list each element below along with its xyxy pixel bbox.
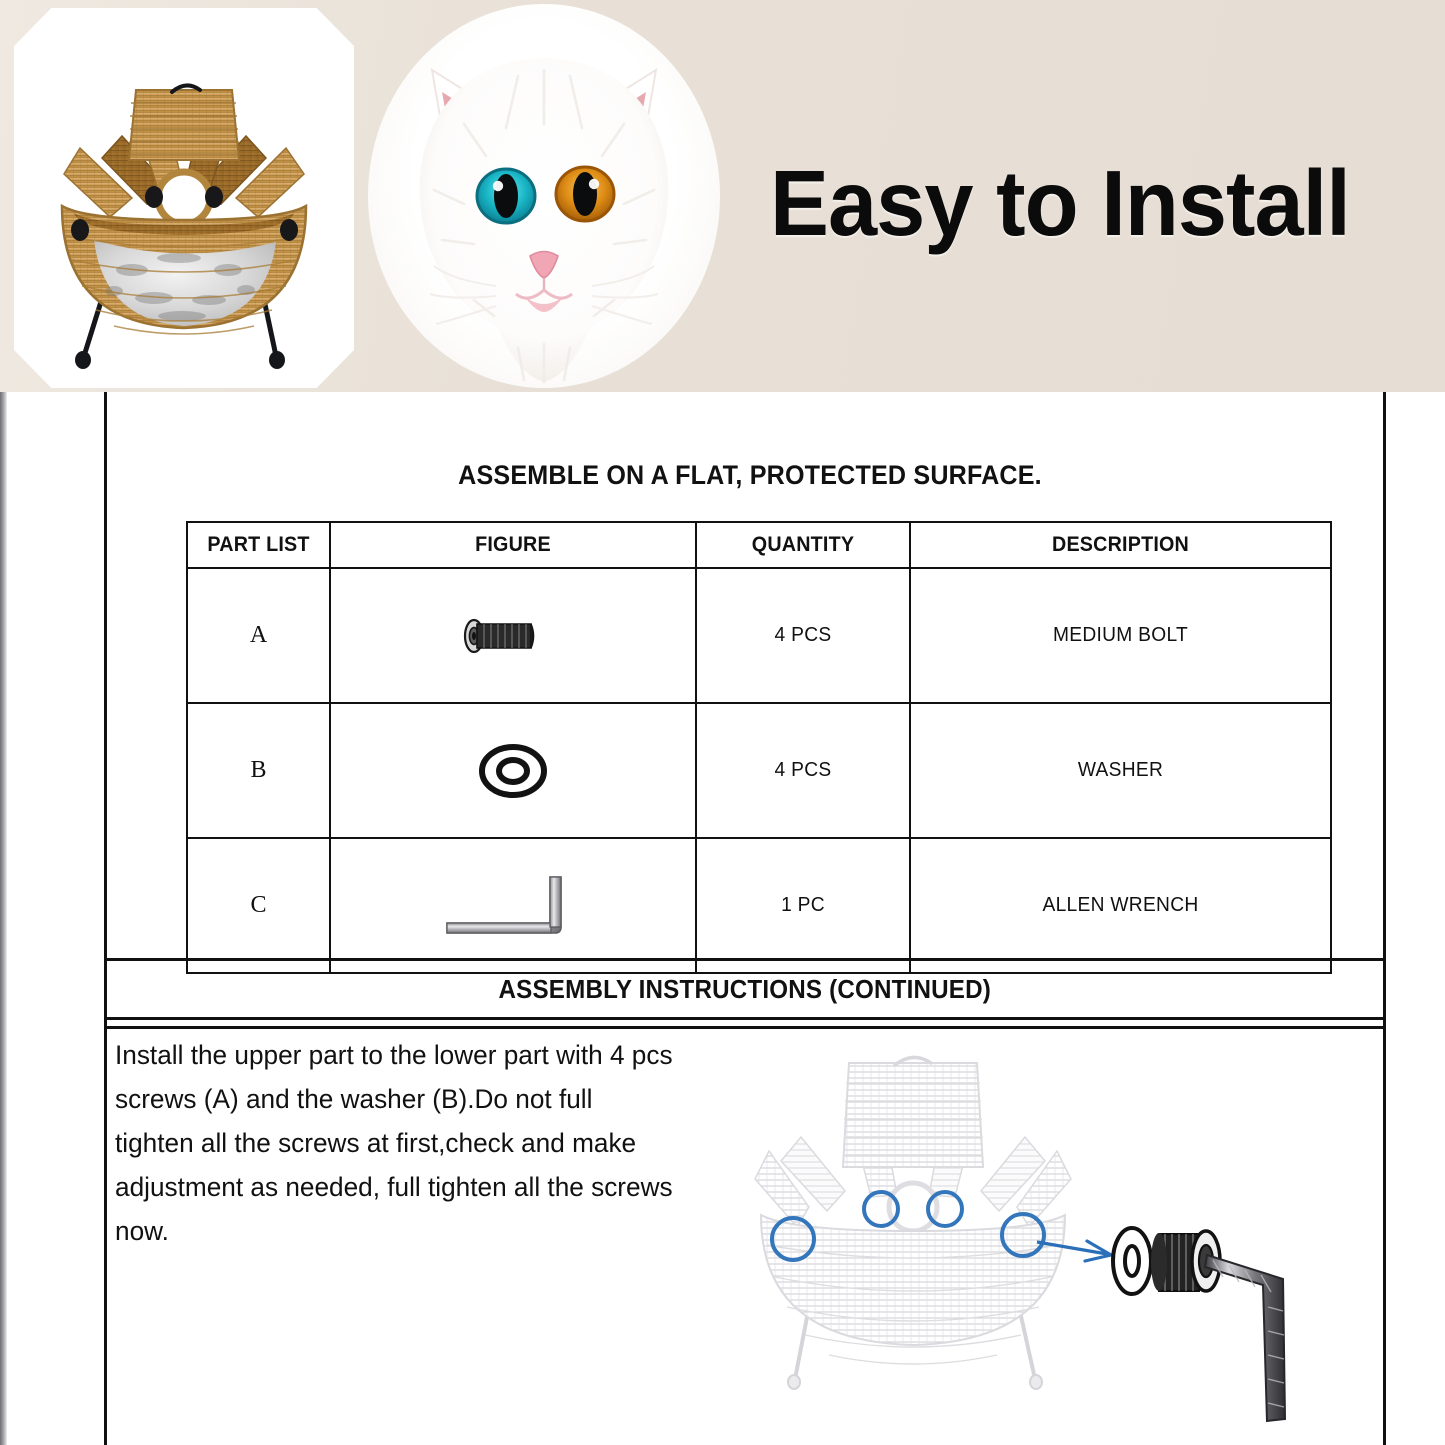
- table-header-row: [187, 522, 1331, 568]
- sheet-heading: ASSEMBLE ON A FLAT, PROTECTED SURFACE.: [458, 460, 1042, 490]
- table-row: [187, 838, 1331, 973]
- instructions-content-box: [104, 1026, 1386, 1445]
- wicker-cat-bed-illustration: [14, 8, 354, 388]
- part-description: ALLEN WRENCH: [918, 838, 1322, 973]
- bolt-icon: [453, 613, 573, 659]
- diagram-washer-icon: [1113, 1228, 1151, 1294]
- page-edge-shadow: [0, 392, 7, 1445]
- column-header-quantity: QUANTITY: [702, 522, 903, 568]
- instruction-sheet: [0, 392, 1445, 1445]
- part-figure-cell: [330, 703, 696, 838]
- column-header-description: DESCRIPTION: [923, 522, 1319, 568]
- washer-icon: [464, 739, 562, 803]
- part-figure-cell: [330, 838, 696, 973]
- part-letter: B: [187, 703, 330, 838]
- part-description: WASHER: [918, 703, 1322, 838]
- part-quantity: 4 PCS: [700, 568, 905, 703]
- page-title: Easy to Install: [770, 151, 1350, 255]
- allen-wrench-icon: [428, 871, 598, 941]
- part-quantity: 1 PC: [700, 838, 905, 973]
- assembly-instructions-text: Install the upper part to the lower part with 4 pcs screws (A) and the washer (B).Do not full tighten all the screws at first,check and make adjustment as needed, full tighten all the screws now.: [115, 1040, 673, 1246]
- part-figure-cell: [330, 568, 696, 703]
- header-banner: [0, 0, 1445, 392]
- assembly-diagram-svg: [747, 1039, 1377, 1439]
- assembly-instructions-band: [104, 958, 1386, 1020]
- product-image-tile: [14, 8, 354, 388]
- part-list-table: [186, 521, 1332, 974]
- column-header-part-list: PART LIST: [191, 522, 325, 568]
- assembly-diagram: [747, 1039, 1377, 1439]
- cat-photo-circle: [368, 4, 720, 388]
- white-cat-illustration: [368, 4, 720, 388]
- part-quantity: 4 PCS: [700, 703, 905, 838]
- ghost-cat-bed: [755, 1057, 1071, 1389]
- assembly-instructions-title: ASSEMBLY INSTRUCTIONS (CONTINUED): [498, 973, 992, 1004]
- part-letter: A: [187, 568, 330, 703]
- column-header-figure: FIGURE: [341, 522, 685, 568]
- part-letter: C: [187, 838, 330, 973]
- part-description: MEDIUM BOLT: [918, 568, 1322, 703]
- table-row: [187, 568, 1331, 703]
- table-row: [187, 703, 1331, 838]
